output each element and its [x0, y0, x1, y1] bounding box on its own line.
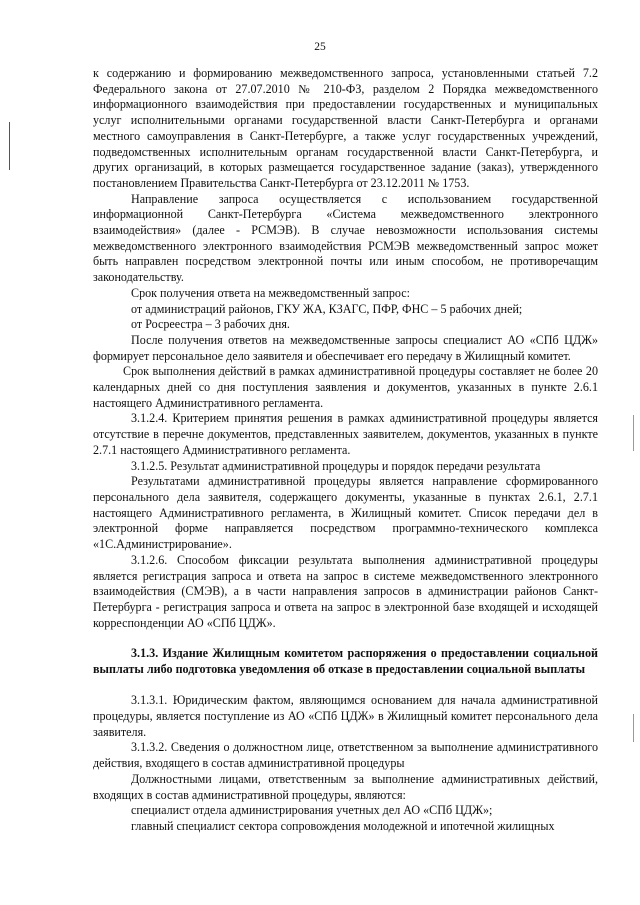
paragraph: Срок выполнения действий в рамках административной процедуры составляет не более 20 календарных дней со дня поступления заявления и документов, указанных в пункте 2.6.1 настоящего Административного регламента.	[93, 364, 598, 410]
paragraph: Срок получения ответа на межведомственный запрос:	[131, 285, 411, 300]
paragraph: После получения ответов на межведомственные запросы специалист АО «СПб ЦДЖ» формирует персональное дело заявителя и обеспечивает его передачу в Жилищный комитет.	[93, 332, 598, 363]
paragraph: 3.1.2.5. Результат административной процедуры и порядок передачи результата	[131, 458, 541, 473]
left-margin-mark	[9, 122, 10, 170]
paragraph: главный специалист сектора сопровождения молодежной и ипотечной жилищных	[131, 818, 555, 833]
paragraph: Результатами административной процедуры является направление сформированного персонального дела заявителя, содержащего документы, указанные в пунктах 2.6.1, 2.7.1 настоящего Административного регламента, в Жилищный комитет. Список передачи дел в электронной форме направляется посредством программно-технического комплекса «1С.Администрирование».	[93, 474, 598, 552]
right-margin-mark	[633, 714, 634, 742]
paragraph: к содержанию и формированию межведомственного запроса, установленными статьей 7.2 Федерального закона от 27.07.2010 № 210-ФЗ, разделом 2 Порядка межведомственного информационного взаимодействия при предоставлении государственных и муниципальных услуг исполнительными органами государственной власти Санкт-Петербурга и органами местного самоуправления в Санкт-Петербурге, а также услуг государственных учреждений, подведомственных исполнительным органам государственной власти Санкт-Петербурга, и других организаций, в которых размещается государственное задание (заказ), утвержденного постановлением Правительства Санкт-Петербурга от 23.12.2011 № 1753.	[93, 66, 598, 190]
paragraph: специалист отдела администрирования учетных дел АО «СПб ЦДЖ»;	[131, 803, 493, 818]
section-heading: 3.1.3. Издание Жилищным комитетом распоряжения о предоставлении социальной выплаты либо подготовка уведомления об отказе в предоставлении социальной выплаты	[93, 646, 598, 677]
paragraph: от Росреестра – 3 рабочих дня.	[131, 317, 290, 332]
paragraph: 3.1.3.1. Юридическим фактом, являющимся основанием для начала административной процедуры, является поступление из АО «СПб ЦДЖ» в Жилищный комитет персонального дела заявителя.	[93, 693, 598, 739]
right-margin-mark	[633, 415, 634, 451]
paragraph: 3.1.3.2. Сведения о должностном лице, ответственном за выполнение административного действия, входящего в состав административной процедуры	[93, 740, 598, 771]
document-body	[93, 66, 598, 835]
paragraph: от администраций районов, ГКУ ЖА, КЗАГС, ПФР, ФНС – 5 рабочих дней;	[131, 301, 523, 316]
paragraph: 3.1.2.4. Критерием принятия решения в рамках административной процедуры является отсутствие в перечне документов, представленных заявителем, документов, указанных в пункте 2.7.1 настоящего Административного регламента.	[93, 411, 598, 457]
paragraph: 3.1.2.6. Способом фиксации результата выполнения административной процедуры является регистрация запроса и ответа на запрос в системе межведомственного электронного взаимодействия (СМЭВ), а в части направления запросов в администрации районов Санкт-Петербурга - регистрация запроса и ответа на запрос в электронной базе входящей и исходящей корреспонденции АО «СПб ЦДЖ».	[93, 552, 598, 630]
page-number: 25	[314, 41, 326, 53]
paragraph: Должностными лицами, ответственным за выполнение административных действий, входящих в состав административной процедуры, являются:	[93, 771, 598, 802]
paragraph: Направление запроса осуществляется с использованием государственной информационной Санкт-Петербурга «Система межведомственного электронного взаимодействия» (далее - РСМЭВ). В случае невозможности использования системы межведомственного электронного взаимодействия РСМЭВ межведомственный запрос может быть направлен посредством электронной почты или иным способом, не противоречащим законодательству.	[93, 191, 598, 285]
